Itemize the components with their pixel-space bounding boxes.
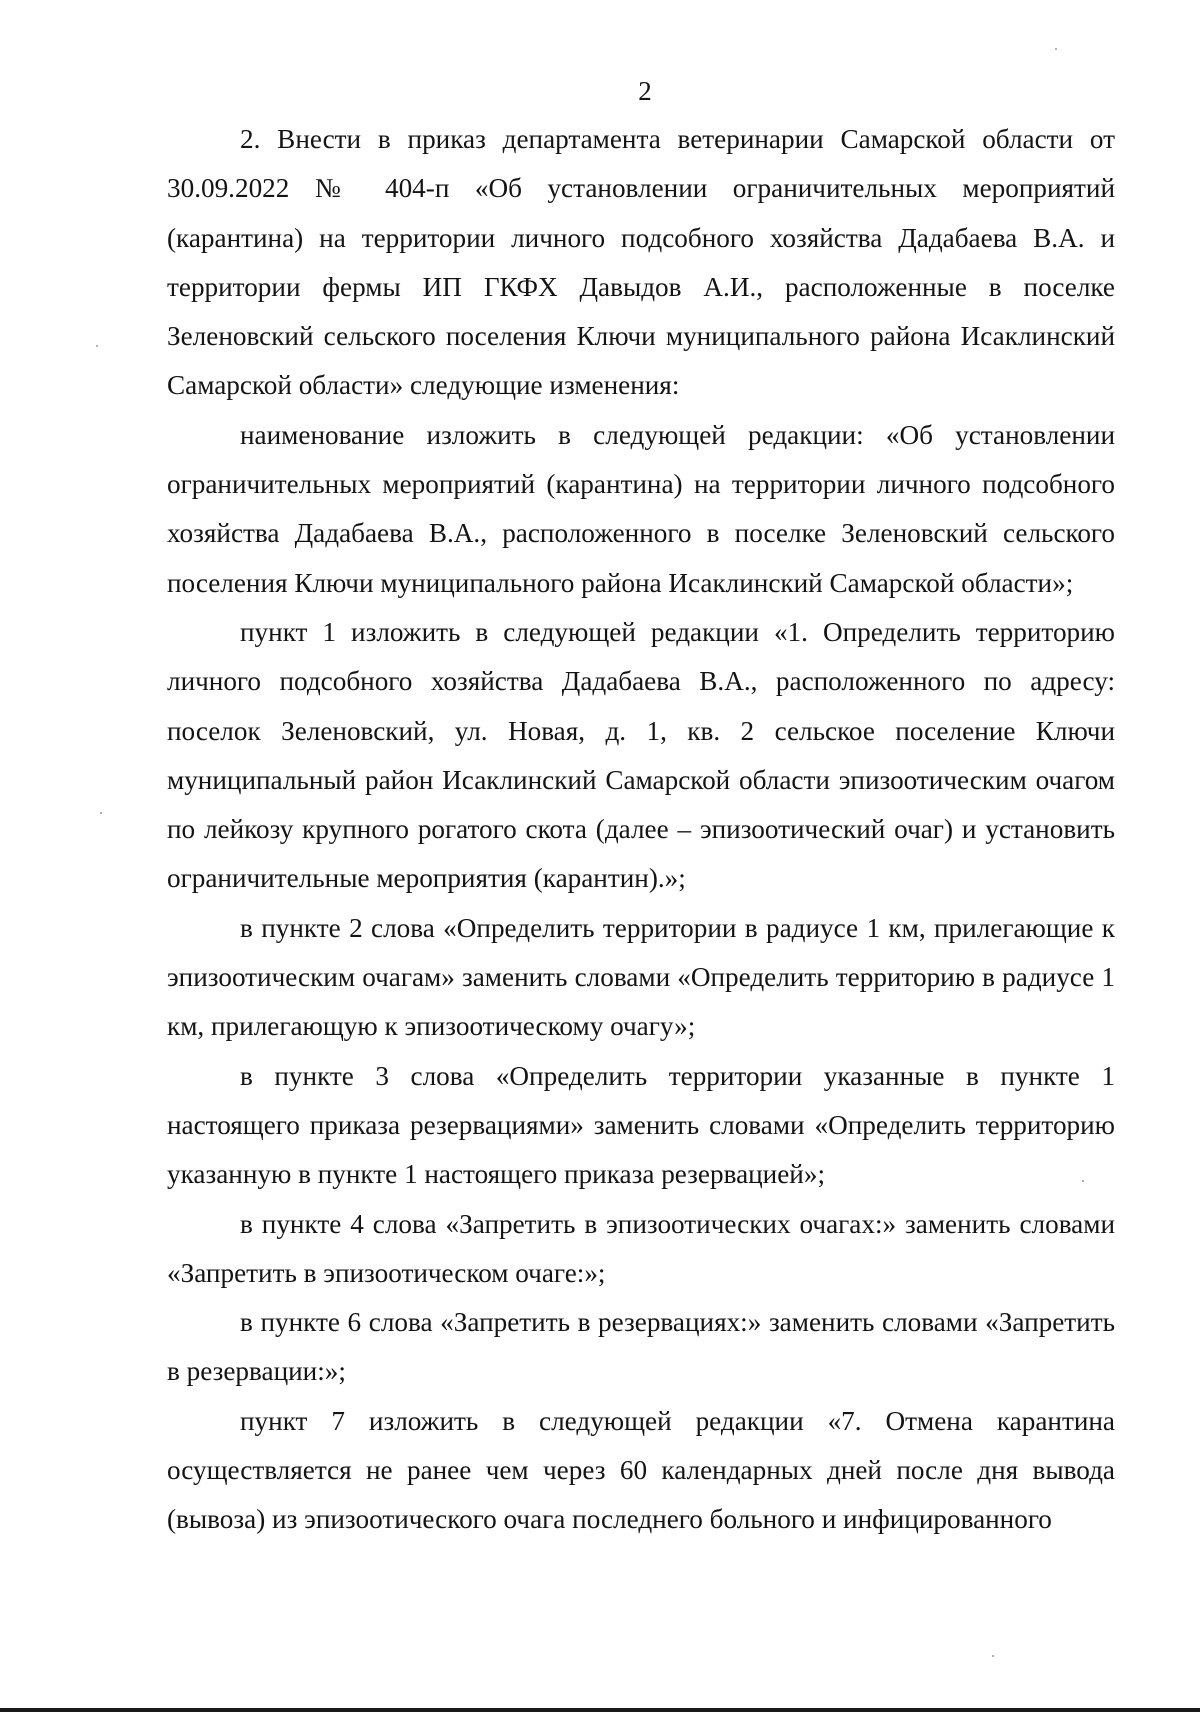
paragraph-item-2: в пункте 2 слова «Определить территории в радиусе 1 км, прилегающие к эпизоотическим очагам» заменить словами «Определить территорию в радиусе 1 км, прилегающую к эпизоотическому очагу»; [167,912,1115,1042]
paragraph-item-3: в пункте 3 слова «Определить территории указанные в пункте 1 настоящего приказа резервациями» заменить словами «Определить территорию указанную в пункте 1 настоящего приказа резервацией»; [167,1060,1115,1190]
scan-speck [1082,1180,1084,1182]
scan-speck [100,812,102,814]
paragraph-item-1: пункт 1 изложить в следующей редакции «1. Определить территорию личного подсобного хозяйства Дадабаева В.А., расположенного по адресу: поселок Зеленовский, ул. Новая, д. 1, кв. 2 сельское поселение Ключи муниципальный район Исаклинский Самарской области эпизоотическим очагом по лейкозу крупного рогатого скота (далее – эпизоотический очаг) и установить ограничительные мероприятия (карантин).»; [167,616,1115,894]
scan-speck [992,1655,994,1657]
scan-speck [96,345,98,347]
page-number: 2 [638,76,652,106]
paragraph-item-7: пункт 7 изложить в следующей редакции «7. Отмена карантина осуществляется не ранее чем через 60 календарных дней после дня вывода (вывоза) из эпизоотического очага последнего больного и инфицированного [167,1405,1115,1535]
scan-bottom-edge [0,1708,1200,1712]
document-body [167,115,1115,1545]
paragraph-item-4: в пункте 4 слова «Запретить в эпизоотических очагах:» заменить словами «Запретить в эпизоотическом очаге:»; [167,1208,1115,1288]
paragraph-title-change: наименование изложить в следующей редакции: «Об установлении ограничительных мероприятий (карантина) на территории личного подсобного хозяйства Дадабаева В.А., расположенного в поселке Зеленовский сельского поселения Ключи муниципального района Исаклинский Самарской области»; [167,419,1115,598]
paragraph-amendment-intro: 2. Внести в приказ департамента ветеринарии Самарской области от 30.09.2022 № 404-п «Об установлении ограничительных мероприятий (карантина) на территории личного подсобного хозяйства Дадабаева В.А. и территории фермы ИП ГКФХ Давыдов А.И., расположенные в поселке Зеленовский сельского поселения Ключи муниципального района Исаклинский Самарской области» следующие изменения: [167,124,1115,401]
scan-speck [1055,48,1057,50]
paragraph-item-6: в пункте 6 слова «Запретить в резервациях:» заменить словами «Запретить в резервации:»; [167,1307,1115,1387]
